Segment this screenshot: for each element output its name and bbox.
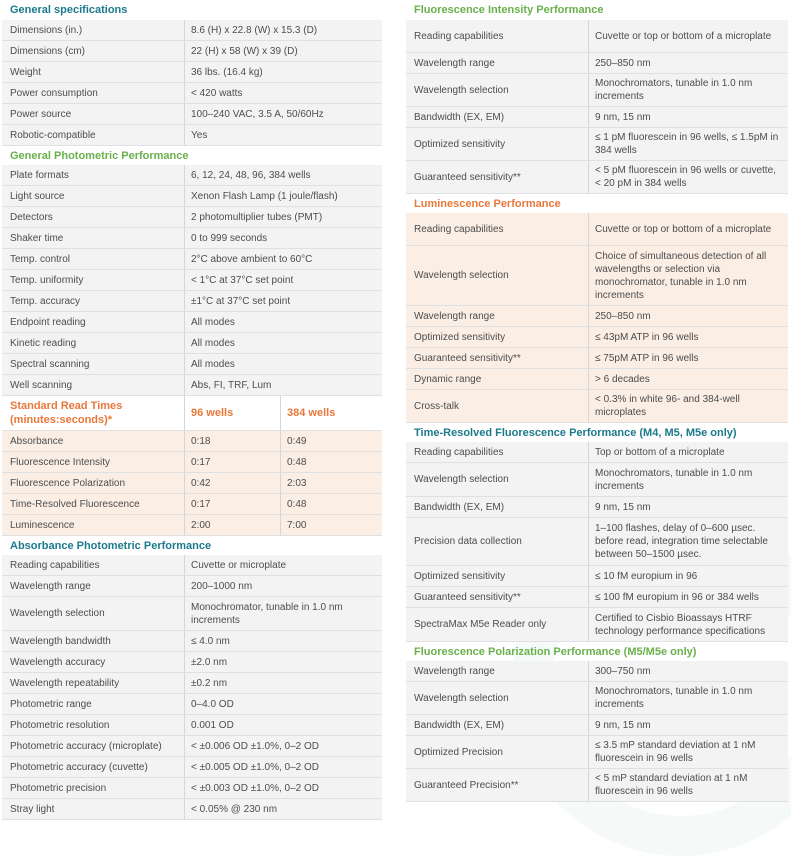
spec-row [406,327,788,348]
fp-section-title: Fluorescence Polarization Performance (M5/M5e only) [414,645,697,658]
spec-row [2,333,382,354]
spec-value: 0.001 OD [191,719,234,731]
spec-value: ≤ 100 fM europium in 96 or 384 wells [595,591,759,603]
spec-value: ±2.0 nm [191,656,228,668]
spec-value: Choice of simultaneous detection of all wavelengths or selection via monochromator, tunable in 1.0 nm increments [595,250,767,301]
spec-row [2,20,382,41]
spec-row [406,348,788,369]
spec-row [2,312,382,333]
spec-value: < ±0.005 OD ±1.0%, 0–2 OD [191,761,319,773]
time-96: 0:17 [185,494,281,514]
spec-value: 2 photomultiplier tubes (PMT) [191,211,323,223]
col-96-wells: 96 wells [185,396,281,430]
spec-label: Wavelength selection [406,682,589,714]
spec-value: 100–240 VAC, 3.5 A, 50/60Hz [191,108,324,120]
time-384: 0:49 [287,435,307,447]
time-96: 2:00 [185,515,281,535]
read-mode: Time-Resolved Fluorescence [2,494,185,514]
spec-value: Xenon Flash Lamp (1 joule/flash) [191,190,338,202]
spec-label: Photometric resolution [2,715,185,735]
spec-label: Guaranteed sensitivity** [406,587,589,607]
read-times-header [2,396,382,431]
time-384: 0:48 [287,498,307,510]
spec-label: Shaker time [2,228,185,248]
spec-value: ≤ 75pM ATP in 96 wells [595,352,699,364]
spec-label: Plate formats [2,165,185,185]
spec-value: < ±0.006 OD ±1.0%, 0–2 OD [191,740,319,752]
spec-label: Weight [2,62,185,82]
spec-row [406,369,788,390]
read-time-row [2,431,382,452]
spec-value: Yes [191,129,208,141]
spec-row [406,769,788,802]
spec-row [406,587,788,608]
spec-value: Monochromators, tunable in 1.0 nm increments [595,467,753,492]
spec-label: Wavelength range [406,53,589,73]
spec-row [2,555,382,576]
spec-row [2,673,382,694]
spec-label: Dimensions (cm) [2,41,185,61]
read-mode: Absorbance [2,431,185,451]
time-384: 2:03 [287,477,307,489]
absorbance-section-title: Absorbance Photometric Performance [10,539,212,552]
spec-value: < ±0.003 OD ±1.0%, 0–2 OD [191,782,319,794]
spec-value: < 1°C at 37°C set point [191,274,294,286]
spec-label: Optimized sensitivity [406,327,589,347]
spec-label: Photometric accuracy (microplate) [2,736,185,756]
spec-label: Stray light [2,799,185,819]
spec-row [2,291,382,312]
spec-value: 200–1000 nm [191,580,253,592]
time-384: 0:48 [287,456,307,468]
spec-row [406,682,788,715]
spec-row [406,107,788,128]
spec-label: Endpoint reading [2,312,185,332]
spec-row [2,165,382,186]
spec-row [2,41,382,62]
spec-row [406,161,788,194]
spec-label: Optimized Precision [406,736,589,768]
spec-row [2,125,382,146]
read-mode: Fluorescence Intensity [2,452,185,472]
spec-label: Bandwidth (EX, EM) [406,107,589,127]
spec-value: ≤ 10 fM europium in 96 [595,570,698,582]
spec-row [406,74,788,107]
spec-row [2,228,382,249]
left-column [2,0,382,820]
spec-value: ±1°C at 37°C set point [191,295,291,307]
spec-value: 300–750 nm [595,665,651,677]
spec-value: ≤ 1 pM fluorescein in 96 wells, ≤ 1.5pM in 384 wells [595,132,779,156]
spec-value: Certified to Cisbio Bioassays HTRF technology performance specifications [595,612,766,637]
right-column [406,0,788,802]
spec-label: Temp. uniformity [2,270,185,290]
spec-value: 22 (H) x 58 (W) x 39 (D) [191,45,298,57]
spec-value: 1–100 flashes, delay of 0–600 µsec. before read, integration time selectable between 50–1500 µsec. [595,523,768,560]
spec-label: Wavelength bandwidth [2,631,185,651]
spec-row [406,463,788,497]
lum-section-title: Luminescence Performance [414,197,561,210]
spec-label: Well scanning [2,375,185,395]
spec-label: Bandwidth (EX, EM) [406,715,589,735]
spec-label: Guaranteed sensitivity** [406,161,589,193]
spec-value: 9 nm, 15 nm [595,719,651,731]
spec-value: 250–850 nm [595,57,651,69]
spec-value: 0–4.0 OD [191,698,234,710]
spec-row [2,799,382,820]
spec-label: Guaranteed Precision** [406,769,589,801]
spec-row [2,715,382,736]
spec-value: ≤ 43pM ATP in 96 wells [595,331,699,343]
spec-label: Kinetic reading [2,333,185,353]
time-96: 0:17 [185,452,281,472]
time-96: 0:18 [185,431,281,451]
spec-value: < 5 pM fluorescein in 96 wells or cuvette, < 20 pM in 384 wells [595,165,776,189]
read-time-row [2,494,382,515]
general-section-title: General specifications [10,4,128,16]
spec-value: 9 nm, 15 nm [595,501,651,513]
read-times-title: Standard Read Times (minutes:seconds)* [2,396,185,430]
trf-section-title: Time-Resolved Fluorescence Performance (M4, M5, M5e only) [414,426,737,439]
spec-value: All modes [191,358,235,370]
spec-row [406,518,788,566]
spec-value: 250–850 nm [595,310,651,322]
spec-label: Cross-talk [406,390,589,422]
spec-value: < 0.3% in white 96- and 384-well microplates [595,394,740,418]
spec-row [2,270,382,291]
spec-label: Spectral scanning [2,354,185,374]
spec-value: < 420 watts [191,87,243,99]
spec-row [2,652,382,673]
spec-row [406,608,788,642]
spec-value: Monochromators, tunable in 1.0 nm increments [595,686,753,710]
spec-row [2,757,382,778]
spec-value: < 0.05% @ 230 nm [191,803,278,815]
spec-label: Reading capabilities [406,442,589,462]
spec-label: Power source [2,104,185,124]
spec-value: 8.6 (H) x 22.8 (W) x 15.3 (D) [191,24,318,36]
spec-label: Wavelength selection [406,463,589,496]
time-96: 0:42 [185,473,281,493]
spec-row [406,20,788,53]
read-mode: Fluorescence Polarization [2,473,185,493]
spec-label: Optimized sensitivity [406,128,589,160]
spec-value: Abs, FI, TRF, Lum [191,379,272,391]
spec-label: Wavelength selection [2,597,185,630]
spec-row [2,249,382,270]
spec-row [2,186,382,207]
spec-label: Reading capabilities [406,213,589,245]
spec-value: < 5 mP standard deviation at 1 nM fluorescein in 96 wells [595,773,748,797]
spec-row [406,715,788,736]
spec-label: Precision data collection [406,518,589,565]
spec-value: All modes [191,316,235,328]
spec-label: Optimized sensitivity [406,566,589,586]
spec-value: Monochromator, tunable in 1.0 nm increments [191,601,343,626]
spec-row [406,661,788,682]
spec-value: 36 lbs. (16.4 kg) [191,66,263,78]
spec-label: Wavelength range [2,576,185,596]
spec-value: 6, 12, 24, 48, 96, 384 wells [191,169,311,181]
spec-value: Cuvette or top or bottom of a microplate [595,30,772,42]
spec-row [2,576,382,597]
read-time-row [2,473,382,494]
spec-label: Dynamic range [406,369,589,389]
spec-label: Wavelength repeatability [2,673,185,693]
spec-row [406,566,788,587]
spec-row [2,597,382,631]
spec-value: > 6 decades [595,373,650,385]
spec-row [406,442,788,463]
spec-value: Monochromators, tunable in 1.0 nm increments [595,78,753,102]
spec-row [406,390,788,423]
spec-label: Wavelength selection [406,246,589,305]
spec-label: Temp. control [2,249,185,269]
spec-label: Wavelength selection [406,74,589,106]
spec-row [2,62,382,83]
spec-value: Cuvette or top or bottom of a microplate [595,223,772,235]
spec-row [406,246,788,306]
spec-row [2,354,382,375]
spec-label: Photometric precision [2,778,185,798]
spec-row [406,128,788,161]
spec-label: Bandwidth (EX, EM) [406,497,589,517]
read-time-row [2,452,382,473]
time-384: 7:00 [287,519,307,531]
spec-value: ≤ 3.5 mP standard deviation at 1 nM fluorescein in 96 wells [595,740,756,764]
spec-value: All modes [191,337,235,349]
spec-label: Detectors [2,207,185,227]
spec-row [2,631,382,652]
spec-label: Reading capabilities [2,555,185,575]
spec-label: Photometric range [2,694,185,714]
spec-label: Wavelength accuracy [2,652,185,672]
spec-row [406,53,788,74]
spec-row [2,83,382,104]
spec-label: Dimensions (in.) [2,20,185,40]
spec-label: Power consumption [2,83,185,103]
spec-value: 9 nm, 15 nm [595,111,651,123]
spec-row [2,694,382,715]
read-time-row [2,515,382,536]
spec-label: Wavelength range [406,306,589,326]
spec-value: Top or bottom of a microplate [595,446,725,458]
read-mode: Luminescence [2,515,185,535]
spec-value: ±0.2 nm [191,677,228,689]
spec-label: Wavelength range [406,661,589,681]
spec-label: Reading capabilities [406,20,589,52]
spec-row [2,207,382,228]
photometric-section-title: General Photometric Performance [10,149,189,162]
spec-label: Robotic-compatible [2,125,185,145]
spec-row [406,213,788,246]
spec-row [406,306,788,327]
col-384-wells: 384 wells [287,407,336,419]
spec-label: SpectraMax M5e Reader only [406,608,589,641]
spec-value: 0 to 999 seconds [191,232,268,244]
spec-value: Cuvette or microplate [191,559,287,571]
spec-label: Photometric accuracy (cuvette) [2,757,185,777]
fi-section-title: Fluorescence Intensity Performance [414,4,604,16]
spec-row [406,736,788,769]
spec-label: Guaranteed sensitivity** [406,348,589,368]
spec-row [2,375,382,396]
spec-row [406,497,788,518]
spec-label: Light source [2,186,185,206]
spec-value: ≤ 4.0 nm [191,635,230,647]
spec-row [2,104,382,125]
spec-row [2,778,382,799]
spec-label: Temp. accuracy [2,291,185,311]
spec-row [2,736,382,757]
spec-value: 2°C above ambient to 60°C [191,253,313,265]
